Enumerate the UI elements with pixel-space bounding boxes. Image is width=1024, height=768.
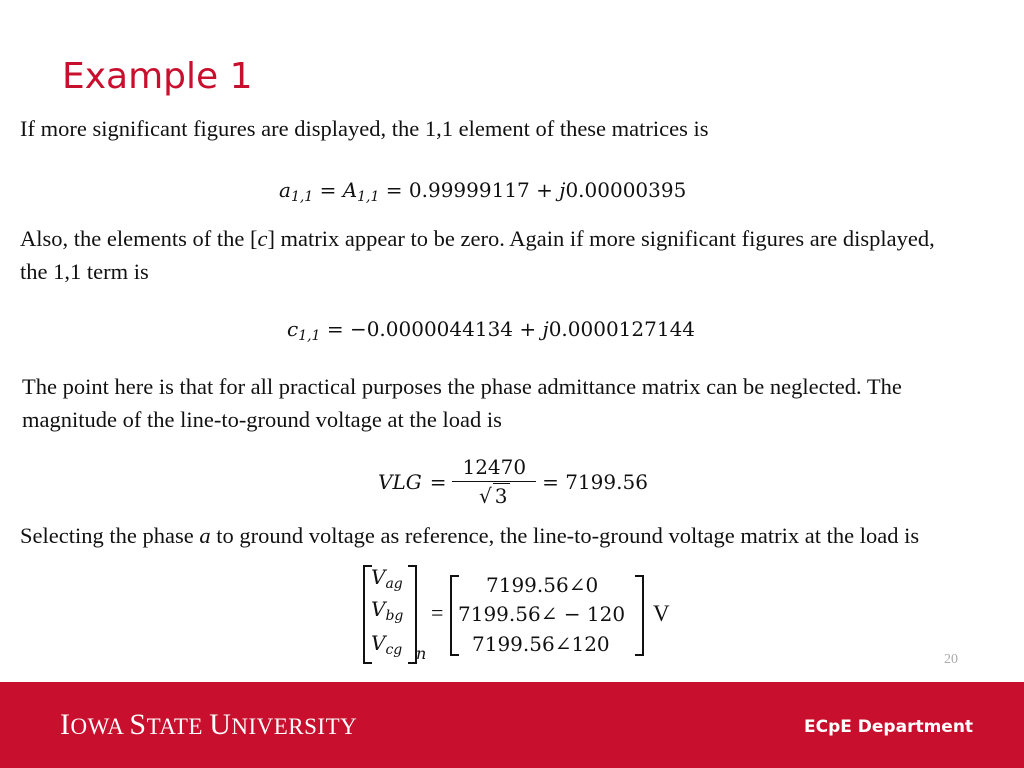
- eq1-sub2: 1,1: [357, 189, 380, 205]
- vbg: $V_{bg}$: [371, 597, 404, 624]
- right-vector-close-bracket: [635, 575, 644, 656]
- eq2-rhs: = −0.0000044134 +: [320, 317, 543, 341]
- eq2-imag: 0.0000127144: [548, 317, 696, 341]
- paragraph-1: If more significant figures are displayed, the 1,1 element of these matrices is: [20, 116, 709, 141]
- eq2-c: c: [287, 317, 299, 341]
- eq1-j: j: [559, 178, 566, 202]
- eq3-numerator: 12470: [452, 455, 536, 482]
- p4-after: to ground voltage as reference, the line-to-ground voltage matrix at the load is: [210, 523, 920, 548]
- eq3-lhs: VLG: [378, 469, 422, 494]
- vag: $V_{ag}$: [371, 565, 403, 592]
- eq3-radicand: 3: [494, 484, 508, 508]
- eq2-sub: 1,1: [298, 328, 321, 344]
- page-number: 20: [944, 652, 958, 667]
- eq2-j: j: [542, 317, 549, 341]
- department-label: ECpE Department: [804, 717, 974, 737]
- matrix-row-1: 7199.56∠0: [486, 573, 599, 597]
- matrix-row-3: 7199.56∠120: [472, 632, 610, 656]
- eq1-eq2: =: [385, 178, 403, 202]
- matrix-row-2: 7199.56∠ − 120: [458, 602, 626, 626]
- eq1-sub1: 1,1: [290, 189, 314, 205]
- eq1-A: A: [342, 178, 358, 202]
- eq1-imag: 0.00000395: [565, 178, 687, 202]
- matrix-eq-sign: =: [431, 600, 444, 625]
- eq1-real: 0.99999117 +: [408, 178, 560, 202]
- university-logo-text: IOWA STATE UNIVERSITY: [60, 708, 358, 741]
- sub-n: n: [416, 644, 427, 663]
- p2-after: ] matrix appear to be zero. Again if more significant figures are displayed, the 1,1 term is: [20, 226, 935, 284]
- eq3-eq: =: [429, 469, 447, 494]
- p2-before: Also, the elements of the [: [20, 226, 258, 251]
- vcg: $V_{cg}$: [371, 631, 403, 658]
- p4-before: Selecting the phase: [20, 523, 200, 548]
- eq3-rhs: = 7199.56: [542, 469, 648, 494]
- unit-volts: V: [653, 601, 670, 626]
- p4-var: a: [199, 523, 211, 548]
- eq1-a: a: [279, 178, 291, 202]
- eq3-root: √: [479, 484, 492, 508]
- slide-title: Example 1: [62, 56, 253, 97]
- p2-var: c: [257, 226, 268, 251]
- paragraph-3: The point here is that for all practical purposes the phase admittance matrix can be neglected. The magnitude of the line-to-ground voltage at the load is: [22, 374, 902, 432]
- eq1-eq: =: [319, 178, 337, 202]
